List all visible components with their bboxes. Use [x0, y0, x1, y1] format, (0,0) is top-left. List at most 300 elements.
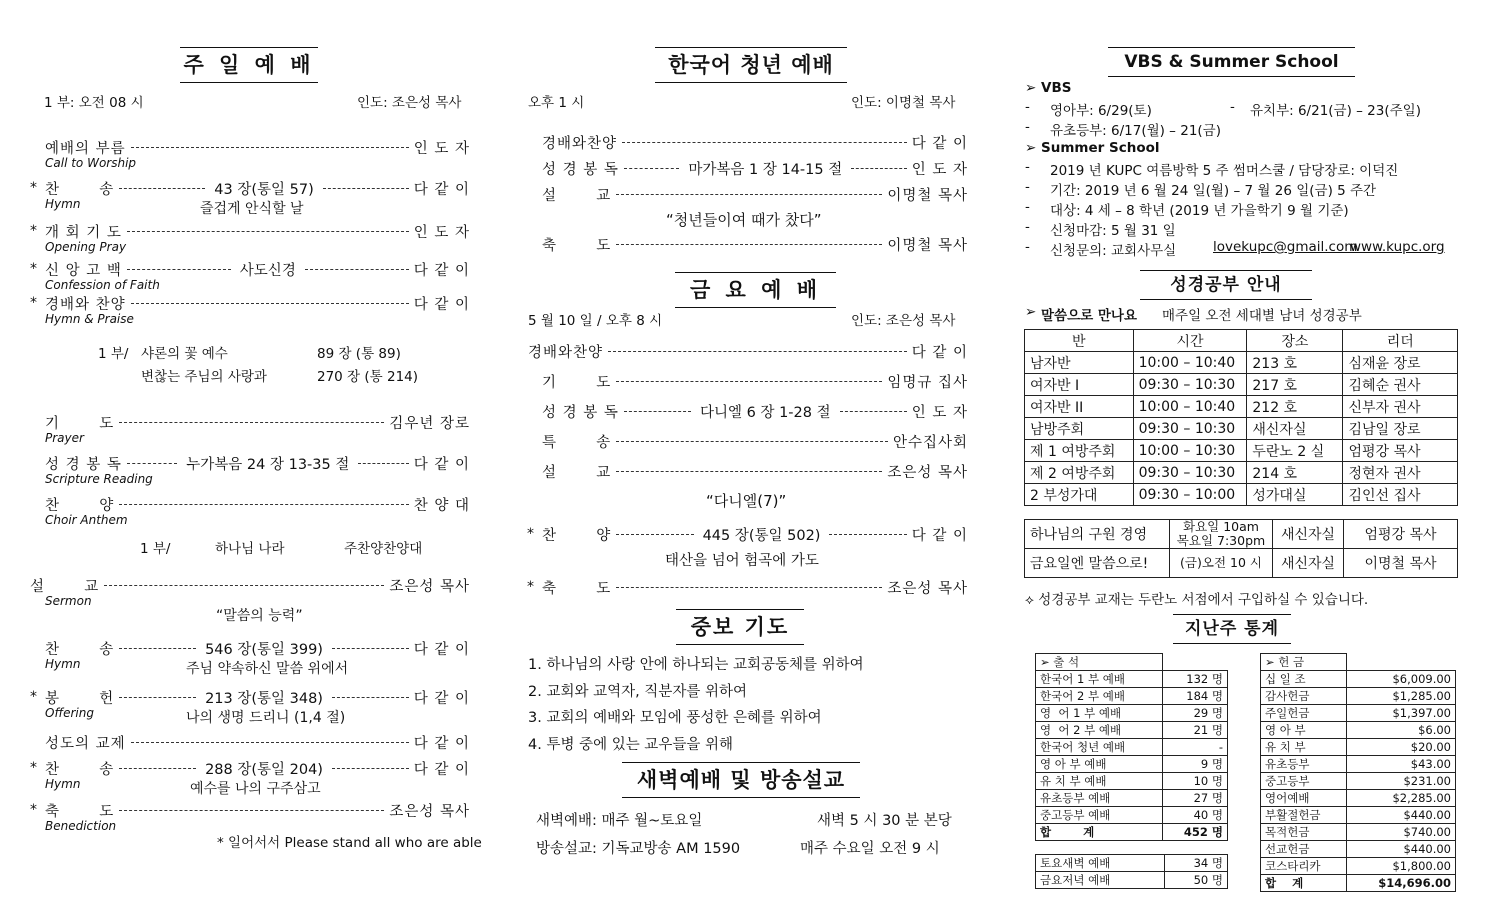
table-cell: 김인선 집사 — [1343, 484, 1458, 506]
dash-3: - — [1025, 119, 1030, 135]
friday-hymn-title: 태산을 넘어 험곡에 가도 — [665, 553, 819, 569]
order-english: Hymn — [45, 657, 81, 671]
order-row — [45, 293, 470, 314]
table-row — [1036, 688, 1228, 705]
order-person: 다 같 이 — [911, 136, 968, 152]
stand-star: * — [30, 802, 37, 818]
table-cell — [1170, 549, 1273, 578]
stats-value: $1,397.00 — [1347, 705, 1456, 722]
order-person: 다 같 이 — [413, 263, 471, 279]
table-row — [1261, 858, 1456, 875]
order-label: 찬 양 — [542, 528, 612, 544]
order-person: 찬 양 대 — [413, 498, 470, 514]
stand-star: * — [527, 579, 534, 595]
leader-dashes — [622, 142, 907, 143]
table-cell: 새신자실 — [1273, 520, 1344, 549]
attendance-table-2 — [1035, 854, 1228, 889]
leader-dashes — [840, 411, 907, 412]
leader-dashes — [305, 269, 409, 270]
order-row — [542, 234, 968, 255]
order-label: 찬 송 — [45, 182, 115, 198]
stats-label: 십 일 조 — [1261, 671, 1347, 688]
leader-dashes — [332, 648, 409, 649]
stats-label: 영 아 부 예배 — [1036, 756, 1163, 773]
order-english: Opening Pray — [45, 240, 127, 254]
stats-header-empty — [1347, 654, 1456, 671]
table-cell: 성가대실 — [1247, 484, 1343, 506]
ss-email-link[interactable]: lovekupc@gmail.com — [1213, 239, 1358, 255]
extra-study-table — [1024, 519, 1458, 578]
leader-dashes — [616, 534, 693, 535]
bible-arrow: ➢ — [1025, 304, 1037, 320]
stats-label: 유초등부 예배 — [1036, 790, 1163, 807]
friday-sermon-title: “다니엘(7)” — [706, 492, 787, 510]
order-detail: 다니엘 6 장 1-28 절 — [700, 405, 831, 421]
order-row — [45, 221, 470, 242]
stats-value: 184 명 — [1163, 688, 1228, 705]
anthem-label: 1 부/ — [140, 541, 171, 557]
vbs-title: VBS & Summer School — [1108, 47, 1355, 77]
stats-value: - — [1163, 739, 1228, 756]
ss-dash: - — [1025, 199, 1030, 215]
order-person: 임명규 집사 — [887, 375, 968, 391]
stats-label: 유 치 부 예배 — [1036, 773, 1163, 790]
table-row — [1036, 705, 1228, 722]
leader-dashes — [119, 768, 196, 769]
order-label: 축 도 — [542, 238, 612, 254]
order-detail: 사도신경 — [239, 263, 296, 279]
prayer-item: 2. 교회와 교역자, 직분자를 위하여 — [528, 683, 747, 700]
ss-line: 신청마감: 5 월 31 일 — [1050, 223, 1176, 239]
table-cell: 212 호 — [1247, 396, 1343, 418]
ss-arrow: ➢ — [1025, 140, 1037, 156]
stats-label: 코스타리카 — [1261, 858, 1347, 875]
order-person: 다 같 이 — [911, 345, 968, 361]
order-label: 특 송 — [542, 435, 612, 451]
order-row — [528, 341, 968, 362]
youth-leader: 인도: 이명철 목사 — [851, 95, 956, 111]
table-row — [1036, 671, 1228, 688]
table-row — [1025, 396, 1458, 418]
dawn-right: 새벽 5 시 30 분 본당 — [817, 813, 952, 829]
order-label: 봉 헌 — [45, 691, 115, 707]
table-cell: 10:00 – 10:30 — [1133, 440, 1247, 462]
stats-label: 합 계 — [1036, 824, 1163, 841]
stats-label: 영어예배 — [1261, 790, 1347, 807]
table-row — [1261, 756, 1456, 773]
order-subtitle: 나의 생명 드리니 (1,4 절) — [186, 710, 346, 726]
order-label: 신 앙 고 백 — [45, 263, 122, 279]
table-row — [1261, 807, 1456, 824]
order-row — [45, 800, 470, 821]
order-person: 다 같 이 — [413, 457, 471, 473]
leader-dashes — [332, 768, 409, 769]
prayer-item: 3. 교회의 예배와 모임에 풍성한 은혜를 위하여 — [528, 710, 822, 726]
table-cell: 2 부성가대 — [1025, 484, 1134, 506]
order-subtitle: 예수를 나의 구주삼고 — [190, 781, 321, 797]
bible-intro-bold: 말씀으로 만나요 — [1041, 308, 1137, 324]
radio-right: 매주 수요일 오전 9 시 — [800, 841, 940, 857]
table-row — [1261, 841, 1456, 858]
table-row — [1025, 484, 1458, 506]
table-row — [1036, 722, 1228, 739]
prayer-item: 1. 하나님의 사랑 안에 하나되는 교회공동체를 위하여 — [528, 657, 864, 673]
service-time: 1 부: 오전 08 시 — [44, 95, 144, 111]
table-row — [1036, 807, 1228, 824]
order-row — [45, 178, 470, 199]
order-label: 개 회 기 도 — [45, 225, 122, 241]
leader-dashes — [624, 411, 691, 412]
table-row — [1025, 549, 1458, 578]
table-row — [1261, 824, 1456, 841]
stats-value: $2,285.00 — [1347, 790, 1456, 807]
stats-label: 선교헌금 — [1261, 841, 1347, 858]
stats-value: 50 명 — [1165, 872, 1228, 889]
leader-dashes — [119, 422, 384, 423]
dawn-title: 새벽예배 및 방송설교 — [622, 762, 860, 798]
leader-dashes — [127, 269, 231, 270]
order-english: Choir Anthem — [45, 513, 128, 527]
anthem-title: 하나님 나라 — [215, 541, 285, 557]
table-row — [1025, 374, 1458, 396]
stats-label: 합 계 — [1261, 875, 1347, 892]
leader-dashes — [119, 810, 384, 811]
stats-header: ➢ 출 석 — [1036, 654, 1163, 671]
bible-col-header: 장소 — [1247, 330, 1343, 352]
stats-value: 9 명 — [1163, 756, 1228, 773]
table-cell: 이명철 목사 — [1344, 549, 1458, 578]
bible-col-header: 시간 — [1133, 330, 1247, 352]
order-row — [542, 431, 968, 452]
leader-dashes — [624, 168, 680, 169]
table-row — [1261, 773, 1456, 790]
leader-dashes — [851, 168, 907, 169]
table-cell: 심재윤 장로 — [1343, 352, 1458, 374]
order-label: 설 교 — [542, 465, 612, 481]
radio-left: 방송설교: 기독교방송 AM 1590 — [536, 841, 741, 857]
table-cell: 김남일 장로 — [1343, 418, 1458, 440]
offering-table — [1260, 653, 1456, 892]
order-english: Hymn — [45, 197, 81, 211]
stats-label: 금요저녁 예배 — [1036, 872, 1165, 889]
vbs-arrow: ➢ — [1025, 80, 1037, 96]
stats-value: $440.00 — [1347, 841, 1456, 858]
order-english: Call to Worship — [45, 156, 137, 170]
order-person: 인 도 자 — [413, 225, 470, 241]
stats-label: 영 어 1 부 예배 — [1036, 705, 1163, 722]
table-row — [1036, 855, 1228, 872]
leader-dashes — [616, 471, 882, 472]
table-row — [1036, 756, 1228, 773]
leader-dashes — [104, 585, 384, 586]
table-cell — [1170, 520, 1273, 549]
order-label: 성 경 봉 독 — [45, 457, 122, 473]
stats-title: 지난주 통계 — [1173, 614, 1291, 644]
leader-dashes — [358, 463, 408, 464]
stats-label: 부활절헌금 — [1261, 807, 1347, 824]
stats-value: $1,285.00 — [1347, 688, 1456, 705]
order-person: 다 같 이 — [413, 297, 470, 313]
table-cell: 제 1 여방주회 — [1025, 440, 1134, 462]
vbs-infant: 영아부: 6/29(토) — [1050, 103, 1152, 119]
order-subtitle: 즐겁게 안식할 날 — [200, 201, 304, 217]
table-cell: 김혜순 권사 — [1343, 374, 1458, 396]
order-english: Hymn & Praise — [45, 312, 134, 326]
order-row — [542, 461, 968, 482]
dawn-left: 새벽예배: 매주 월~토요일 — [536, 813, 703, 829]
table-cell: 남자반 — [1025, 352, 1134, 374]
table-cell: 정현자 권사 — [1343, 462, 1458, 484]
order-label: 성 경 봉 독 — [542, 405, 619, 421]
stats-value: $14,696.00 — [1347, 875, 1456, 892]
stats-value: $6.00 — [1347, 722, 1456, 739]
leader-dashes — [131, 303, 409, 304]
table-row — [1025, 440, 1458, 462]
order-person: 다 같 이 — [413, 642, 470, 658]
stats-header: ➢ 헌 금 — [1261, 654, 1347, 671]
ss-dash: - — [1025, 159, 1030, 175]
order-row — [45, 687, 470, 708]
table-row — [1025, 418, 1458, 440]
table-cell: 금요일엔 말씀으로! — [1025, 549, 1170, 578]
table-cell: 10:00 – 10:40 — [1133, 352, 1247, 374]
order-row — [45, 638, 470, 659]
stats-label: 한국어 청년 예배 — [1036, 739, 1163, 756]
stats-value: $6,009.00 — [1347, 671, 1456, 688]
order-person: 김우년 장로 — [389, 416, 470, 432]
bible-col-header: 반 — [1025, 330, 1134, 352]
table-cell: 제 2 여방주회 — [1025, 462, 1134, 484]
table-row — [1261, 722, 1456, 739]
leader-dashes — [829, 534, 906, 535]
stats-label: 목적헌금 — [1261, 824, 1347, 841]
table-cell: 214 호 — [1247, 462, 1343, 484]
table-cell: 하나님의 구원 경영 — [1025, 520, 1170, 549]
order-detail: 마가복음 1 장 14-15 절 — [688, 162, 843, 178]
order-english: Benediction — [45, 819, 117, 833]
order-detail: 누가복음 24 장 13-35 절 — [186, 457, 350, 473]
table-cell: 09:30 – 10:00 — [1133, 484, 1247, 506]
stand-star: * — [30, 180, 37, 196]
friday-leader: 인도: 조은성 목사 — [851, 313, 956, 329]
ss-dash: - — [1025, 219, 1030, 235]
praise-label: 1 부/ — [98, 346, 129, 362]
stats-value: 132 명 — [1163, 671, 1228, 688]
order-row — [45, 494, 470, 515]
stats-label: 토요새벽 예배 — [1036, 855, 1165, 872]
friday-service-title: 금 요 예 배 — [675, 272, 836, 308]
order-label: 설 교 — [542, 188, 612, 204]
order-person: 다 같 이 — [413, 691, 470, 707]
table-cell: 213 호 — [1247, 352, 1343, 374]
stats-value: 34 명 — [1165, 855, 1228, 872]
order-person: 다 같 이 — [413, 182, 470, 198]
stats-header-empty — [1163, 654, 1228, 671]
stats-label: 영 아 부 — [1261, 722, 1347, 739]
intercession-title: 중보 기도 — [676, 609, 804, 645]
stats-value: 452 명 — [1163, 824, 1228, 841]
order-person: 이명철 목사 — [887, 188, 968, 204]
table-cell: 10:00 – 10:40 — [1133, 396, 1247, 418]
prayer-item: 4. 투병 중에 있는 교우들을 위해 — [528, 736, 733, 753]
time-line: (금)오전 10 시 — [1180, 555, 1262, 570]
order-person: 다 같 이 — [413, 736, 470, 752]
stats-value: 21 명 — [1163, 722, 1228, 739]
table-cell: 여자반 I — [1025, 374, 1134, 396]
ss-heading: Summer School — [1041, 140, 1160, 156]
table-row — [1261, 739, 1456, 756]
dash-2: - — [1230, 99, 1235, 115]
order-subtitle: “말씀의 능력” — [216, 608, 303, 624]
order-row — [542, 524, 968, 545]
stand-star: * — [30, 689, 37, 705]
order-english: Confession of Faith — [45, 278, 160, 292]
leader-dashes — [616, 381, 882, 382]
leader-dashes — [616, 244, 882, 245]
table-row — [1025, 352, 1458, 374]
table-cell: 09:30 – 10:30 — [1133, 374, 1247, 396]
praise-num-1: 89 장 (통 89) — [317, 346, 401, 362]
bible-intro: 매주일 오전 세대별 남녀 성경공부 — [1162, 308, 1362, 324]
dash-1: - — [1025, 99, 1030, 115]
order-row — [542, 577, 968, 598]
leader-dashes — [119, 188, 205, 189]
table-row — [1025, 520, 1458, 549]
stand-star: * — [30, 295, 37, 311]
table-cell: 새신자실 — [1273, 549, 1344, 578]
service-leader: 인도: 조은성 목사 — [357, 95, 462, 111]
stats-value: 27 명 — [1163, 790, 1228, 807]
stand-star: * — [527, 526, 534, 542]
order-person: 조은성 목사 — [887, 581, 968, 597]
leader-dashes — [119, 697, 196, 698]
table-cell: 새신자실 — [1247, 418, 1343, 440]
bible-study-title: 성경공부 안내 — [1140, 270, 1312, 300]
order-label: 예배의 부름 — [45, 141, 126, 157]
anthem-choir: 주찬양찬양대 — [344, 541, 423, 557]
leader-dashes — [131, 742, 409, 743]
order-person: 조은성 목사 — [389, 579, 470, 595]
table-row — [1261, 671, 1456, 688]
bible-note: ⟡ 성경공부 교재는 두란노 서점에서 구입하실 수 있습니다. — [1025, 592, 1369, 608]
order-english: Prayer — [45, 431, 84, 445]
table-cell: 두란노 2 실 — [1247, 440, 1343, 462]
time-line: 목요일 7:30pm — [1176, 533, 1266, 548]
order-person: 인 도 자 — [911, 162, 969, 178]
order-person: 조은성 목사 — [887, 465, 968, 481]
bible-col-header: 리더 — [1343, 330, 1458, 352]
praise-song-1: 샤론의 꽃 예수 — [141, 346, 228, 362]
order-person: 안수집사회 — [892, 435, 968, 451]
order-row — [542, 132, 968, 153]
order-detail: 43 장(통일 57) — [214, 182, 314, 198]
order-row — [45, 137, 470, 158]
stats-value: 29 명 — [1163, 705, 1228, 722]
order-label: 기 도 — [542, 375, 612, 391]
table-cell: 09:30 – 10:30 — [1133, 418, 1247, 440]
praise-num-2: 270 장 (통 214) — [317, 369, 419, 385]
order-row — [542, 401, 968, 422]
stats-value: $440.00 — [1347, 807, 1456, 824]
attendance-table — [1035, 653, 1228, 841]
table-row — [1036, 739, 1228, 756]
stats-value: 40 명 — [1163, 807, 1228, 824]
stats-value: $43.00 — [1347, 756, 1456, 773]
table-row — [1036, 790, 1228, 807]
order-label: 성 경 봉 독 — [542, 162, 619, 178]
youth-sermon-title: “청년들이여 때가 찼다” — [666, 211, 822, 229]
stats-label: 영 어 2 부 예배 — [1036, 722, 1163, 739]
stand-star: * — [30, 223, 37, 239]
stand-star: * — [30, 760, 37, 776]
order-person: 조은성 목사 — [389, 804, 470, 820]
order-row — [45, 453, 470, 474]
order-label: 축 도 — [45, 804, 115, 820]
stats-value: $20.00 — [1347, 739, 1456, 756]
order-label: 경배와찬양 — [528, 345, 604, 361]
stand-footnote: * 일어서서 Please stand all who are able — [217, 835, 482, 851]
ss-line: 기간: 2019 년 6 월 24 일(월) – 7 월 26 일(금) 5 주간 — [1050, 183, 1377, 199]
order-english: Offering — [45, 706, 94, 720]
ss-web-link[interactable]: www.kupc.org — [1350, 239, 1445, 255]
table-cell: 여자반 II — [1025, 396, 1134, 418]
stats-header-row — [1036, 654, 1228, 671]
stats-value: $231.00 — [1347, 773, 1456, 790]
order-detail: 213 장(통일 348) — [205, 691, 323, 707]
stats-value: $1,800.00 — [1347, 858, 1456, 875]
order-row — [45, 412, 470, 433]
leader-dashes — [127, 463, 177, 464]
leader-dashes — [616, 441, 888, 442]
sunday-service-title: 주 일 예 배 — [180, 47, 318, 83]
order-row — [45, 732, 470, 753]
leader-dashes — [119, 648, 196, 649]
table-cell: 09:30 – 10:30 — [1133, 462, 1247, 484]
leader-dashes — [119, 504, 408, 505]
order-label: 성도의 교제 — [45, 736, 126, 752]
order-person: 다 같 이 — [413, 762, 470, 778]
stats-label: 중고등부 — [1261, 773, 1347, 790]
order-person: 인 도 자 — [911, 405, 968, 421]
table-cell: 남방주회 — [1025, 418, 1134, 440]
leader-dashes — [131, 147, 409, 148]
stats-label: 한국어 1 부 예배 — [1036, 671, 1163, 688]
order-label: 설 교 — [30, 579, 100, 595]
ss-dash: - — [1025, 179, 1030, 195]
order-detail: 445 장(통일 502) — [702, 528, 821, 544]
order-english: Hymn — [45, 777, 81, 791]
leader-dashes — [127, 231, 409, 232]
praise-song-2: 변찮는 주님의 사랑과 — [141, 369, 267, 385]
table-row — [1261, 875, 1456, 892]
friday-time: 5 월 10 일 / 오후 8 시 — [528, 313, 663, 329]
table-row — [1025, 462, 1458, 484]
table-row — [1036, 824, 1228, 841]
leader-dashes — [616, 587, 882, 588]
stats-label: 유 치 부 — [1261, 739, 1347, 756]
table-row — [1036, 773, 1228, 790]
stats-value: 10 명 — [1163, 773, 1228, 790]
stats-label: 주일헌금 — [1261, 705, 1347, 722]
ss-contact: 신청문의: 교회사무실 — [1050, 243, 1177, 259]
stats-header-row — [1261, 654, 1456, 671]
order-person: 이명철 목사 — [887, 238, 968, 254]
order-label: 찬 양 — [45, 498, 115, 514]
table-row — [1261, 790, 1456, 807]
leader-dashes — [608, 351, 907, 352]
stand-star: * — [30, 261, 37, 277]
table-row — [1261, 705, 1456, 722]
